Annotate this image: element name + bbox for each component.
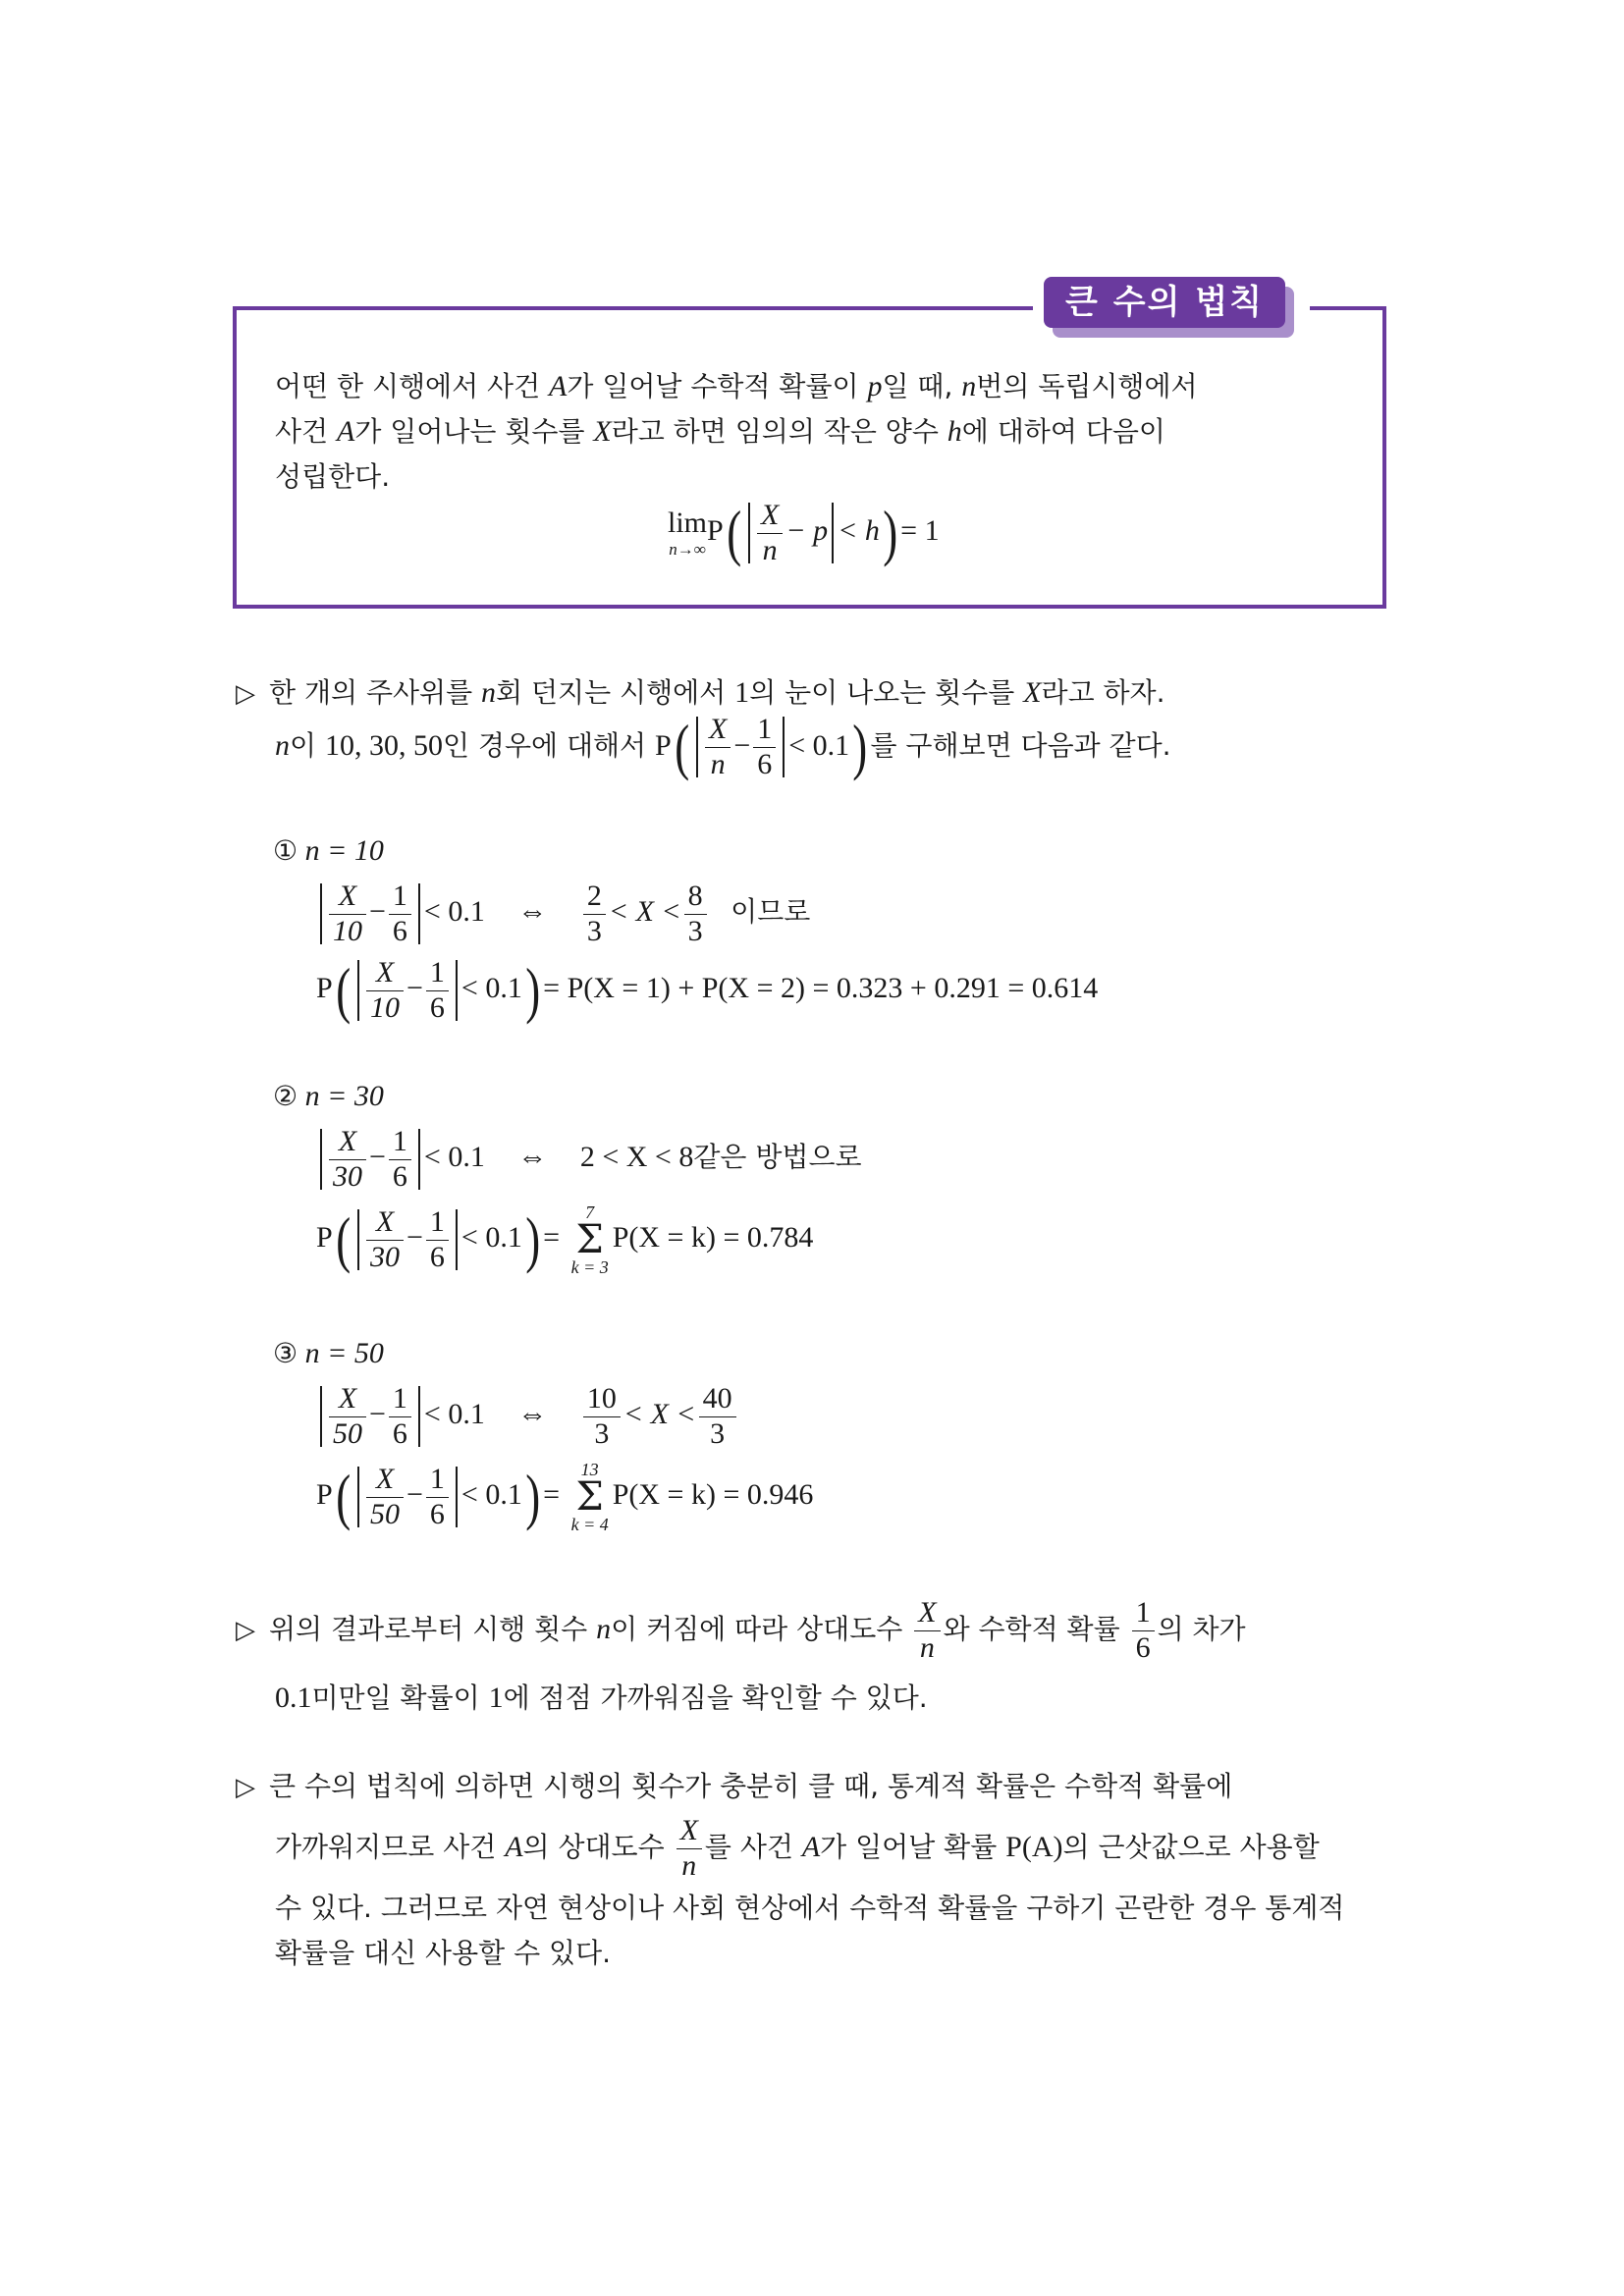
theorem-line-1: 어떤 한 시행에서 사건 A가 일어날 수학적 확률이 p일 때, n번의 독립시행에서 [275,370,1198,402]
conclusion-1-line-1: ▷ 위의 결과로부터 시행 횟수 n이 커짐에 따라 상대도수 $\frac{X}{n}$ 와 수학적 확률 $\frac{1}{6}$ 의 차가 [236,1596,1246,1664]
case-3-probability: P( $\frac{X}{50}$ − $\frac{1}{6}$ < 0.1) = 13 Σ k = 4 P(X = k) = 0.946 [316,1460,814,1534]
conclusion-2-line-3: 수 있다. 그러므로 자연 현상이나 사회 현상에서 수학적 확률을 구하기 곤란한 경우 통계적 [275,1892,1345,1924]
theorem-title: 큰 수의 법칙 [1044,277,1285,328]
conclusion-1-line-2: 0.1미만일 확률이 1에 점점 가까워짐을 확인할 수 있다. [275,1682,928,1714]
intro-line-1: ▷ 한 개의 주사위를 n회 던지는 시행에서 1의 눈이 나오는 횟수를 X라고 하자. [236,676,1165,709]
sum-symbol: 7 Σ k = 3 [570,1202,609,1277]
sum-symbol: 13 Σ k = 4 [570,1460,609,1534]
theorem-line-3: 성립한다. [275,460,391,493]
conclusion-2-line-4: 확률을 대신 사용할 수 있다. [275,1937,612,1969]
case-2-label: ② n = 30 [273,1080,384,1112]
case-1-inequality: $\frac{X}{10}$ − $\frac{1}{6}$ < 0.1 ⇔ $\frac{2}{3}$ < X < $\frac{8}{3}$ 이므로 [316,880,810,948]
case-3-label: ③ n = 50 [273,1337,384,1369]
intro-line-2: n이 10, 30, 50인 경우에 대해서 P( $\frac{X}{n}$ − $\frac{1}{6}$ < 0.1) 를 구해보면 다음과 같다. [275,712,1171,781]
conclusion-2-line-1: ▷ 큰 수의 법칙에 의하면 시행의 횟수가 충분히 클 때, 통계적 확률은 수학적 확률에 [236,1770,1233,1802]
case-1-probability: P( $\frac{X}{10}$ − $\frac{1}{6}$ < 0.1) = P(X = 1) + P(X = 2) = 0.323 + 0.291 = 0.614 [316,955,1099,1025]
case-2-probability: P( $\frac{X}{30}$ − $\frac{1}{6}$ < 0.1) = 7 Σ k = 3 P(X = k) = 0.784 [316,1202,814,1277]
conclusion-2-line-2: 가까워지므로 사건 A의 상대도수 $\frac{X}{n}$ 를 사건 A가 일어날 확률 P(A)의 근삿값으로 사용할 [275,1814,1320,1882]
theorem-formula: lim n→∞ P( $\frac{X}{n}$ − p < h) = 1 [668,498,940,567]
case-3-inequality: $\frac{X}{50}$ − $\frac{1}{6}$ < 0.1 ⇔ $\frac{10}{3}$ < X < $\frac{40}{3}$ [316,1382,739,1451]
case-1-label: ① n = 10 [273,834,384,867]
theorem-line-2: 사건 A가 일어나는 횟수를 X라고 하면 임의의 작은 양수 h에 대하여 다음이 [275,415,1165,448]
case-2-inequality: $\frac{X}{30}$ − $\frac{1}{6}$ < 0.1 ⇔ 2 < X < 8같은 방법으로 [316,1125,862,1194]
